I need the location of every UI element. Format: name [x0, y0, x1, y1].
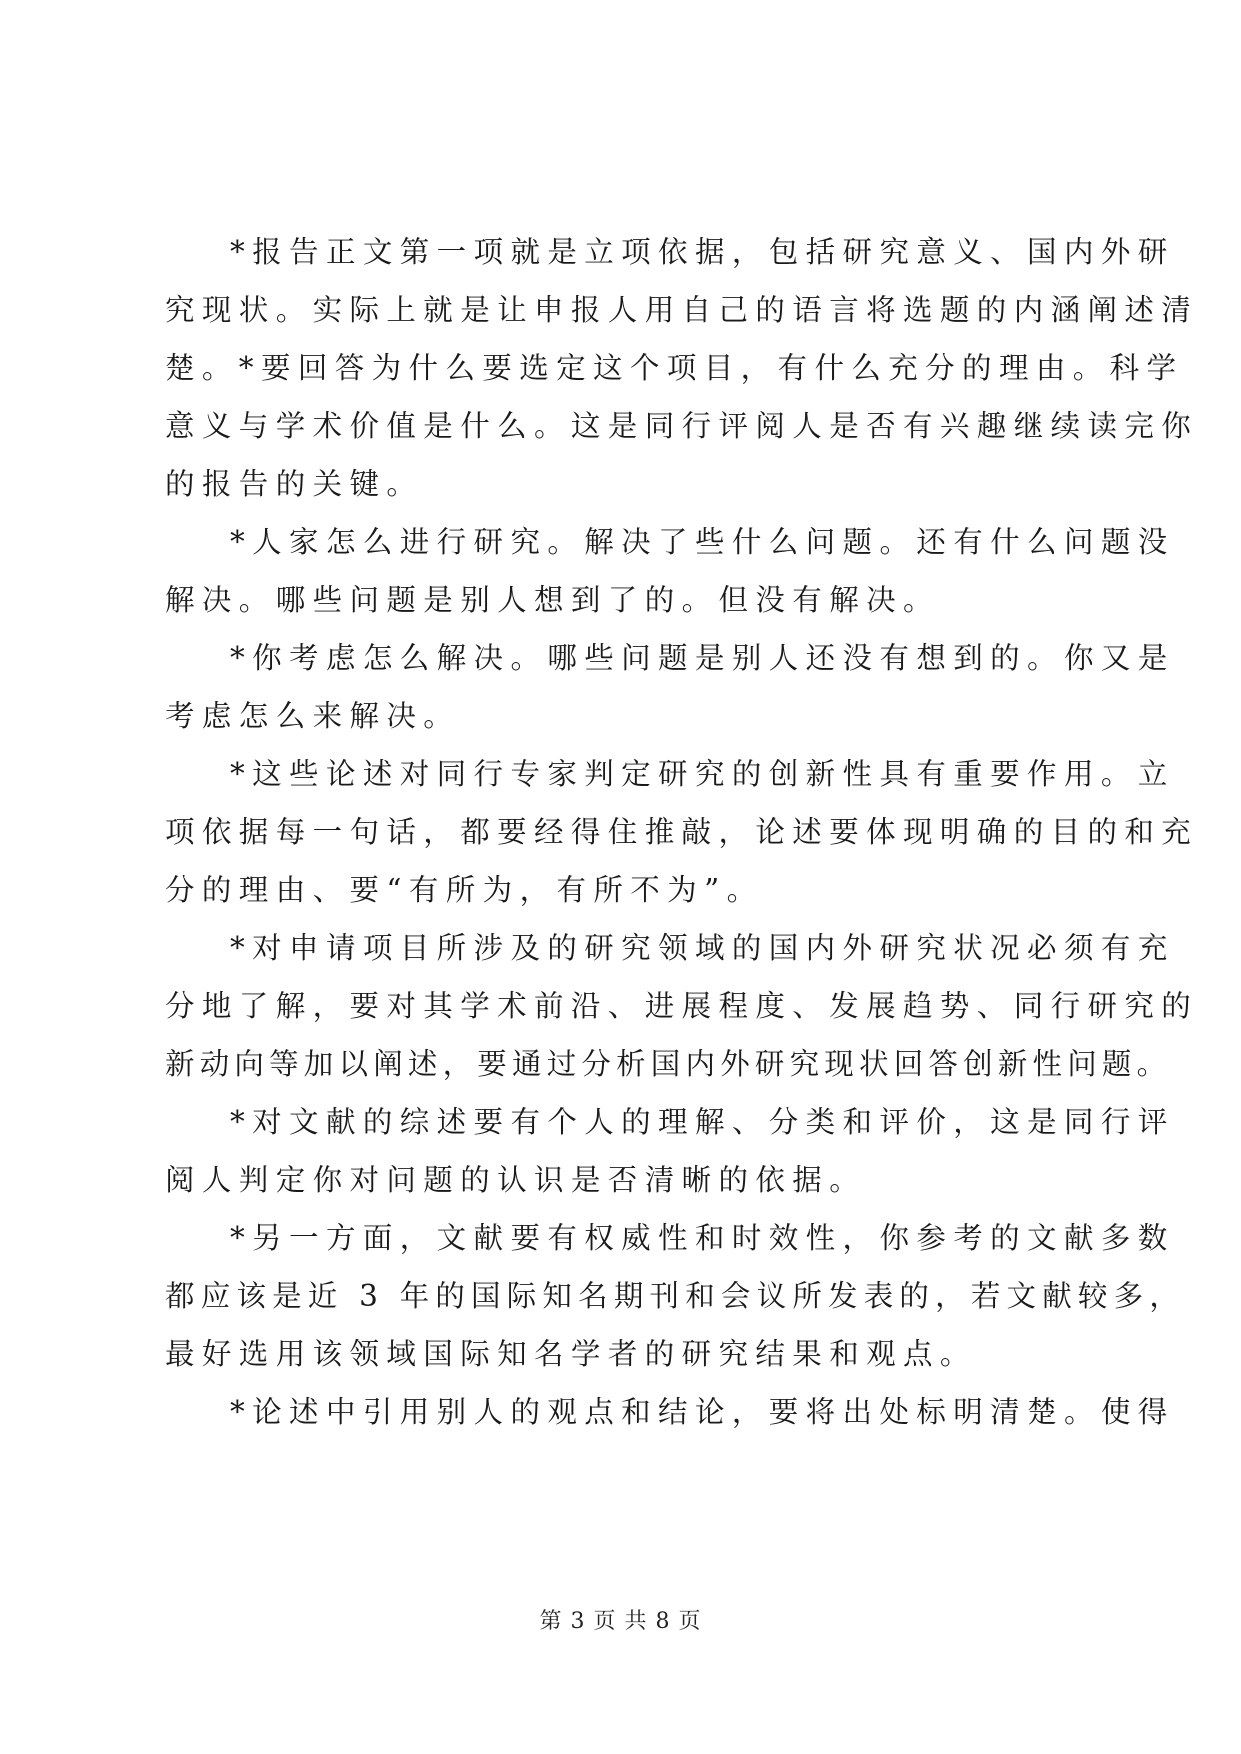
text-line: 最好选用该领域国际知名学者的研究结果和观点。 [165, 1337, 977, 1371]
text-line: 解决。哪些问题是别人想到了的。但没有解决。 [165, 583, 940, 617]
text-line: 分的理由、要“有所为，有所不为”。 [165, 873, 764, 907]
text-line: *对申请项目所涉及的研究领域的国内外研究状况必须有充 [230, 931, 1175, 965]
text-line: *报告正文第一项就是立项依据，包括研究意义、国内外研 [230, 235, 1175, 269]
text-line: 究现状。实际上就是让申报人用自己的语言将选题的内涵阐述清 [165, 293, 1199, 327]
text-line: *你考虑怎么解决。哪些问题是别人还没有想到的。你又是 [230, 641, 1175, 675]
text-line: 楚。*要回答为什么要选定这个项目，有什么充分的理由。科学 [165, 351, 1184, 385]
text-line: 意义与学术价值是什么。这是同行评阅人是否有兴趣继续读完你 [165, 409, 1199, 443]
text-line: 分地了解，要对其学术前沿、进展程度、发展趋势、同行研究的 [165, 989, 1199, 1023]
page-footer: 第 3 页 共 8 页 [539, 1609, 702, 1634]
text-line: 阅人判定你对问题的认识是否清晰的依据。 [165, 1163, 867, 1197]
text-line: 都应该是近 3 年的国际知名期刊和会议所发表的，若文献较多， [165, 1279, 1186, 1313]
text-line: 考虑怎么来解决。 [165, 699, 461, 733]
text-line: *论述中引用别人的观点和结论，要将出处标明清楚。使得 [230, 1395, 1175, 1429]
text-line: *这些论述对同行专家判定研究的创新性具有重要作用。立 [230, 757, 1175, 791]
text-line: *对文献的综述要有个人的理解、分类和评价，这是同行评 [230, 1105, 1175, 1139]
text-line: 新动向等加以阐述，要通过分析国内外研究现状回答创新性问题。 [165, 1047, 1172, 1081]
text-line: *人家怎么进行研究。解决了些什么问题。还有什么问题没 [230, 525, 1175, 559]
text-line: 的报告的关键。 [165, 467, 424, 501]
text-line: *另一方面，文献要有权威性和时效性，你参考的文献多数 [230, 1221, 1175, 1255]
text-line: 项依据每一句话，都要经得住推敲，论述要体现明确的目的和充 [165, 815, 1199, 849]
